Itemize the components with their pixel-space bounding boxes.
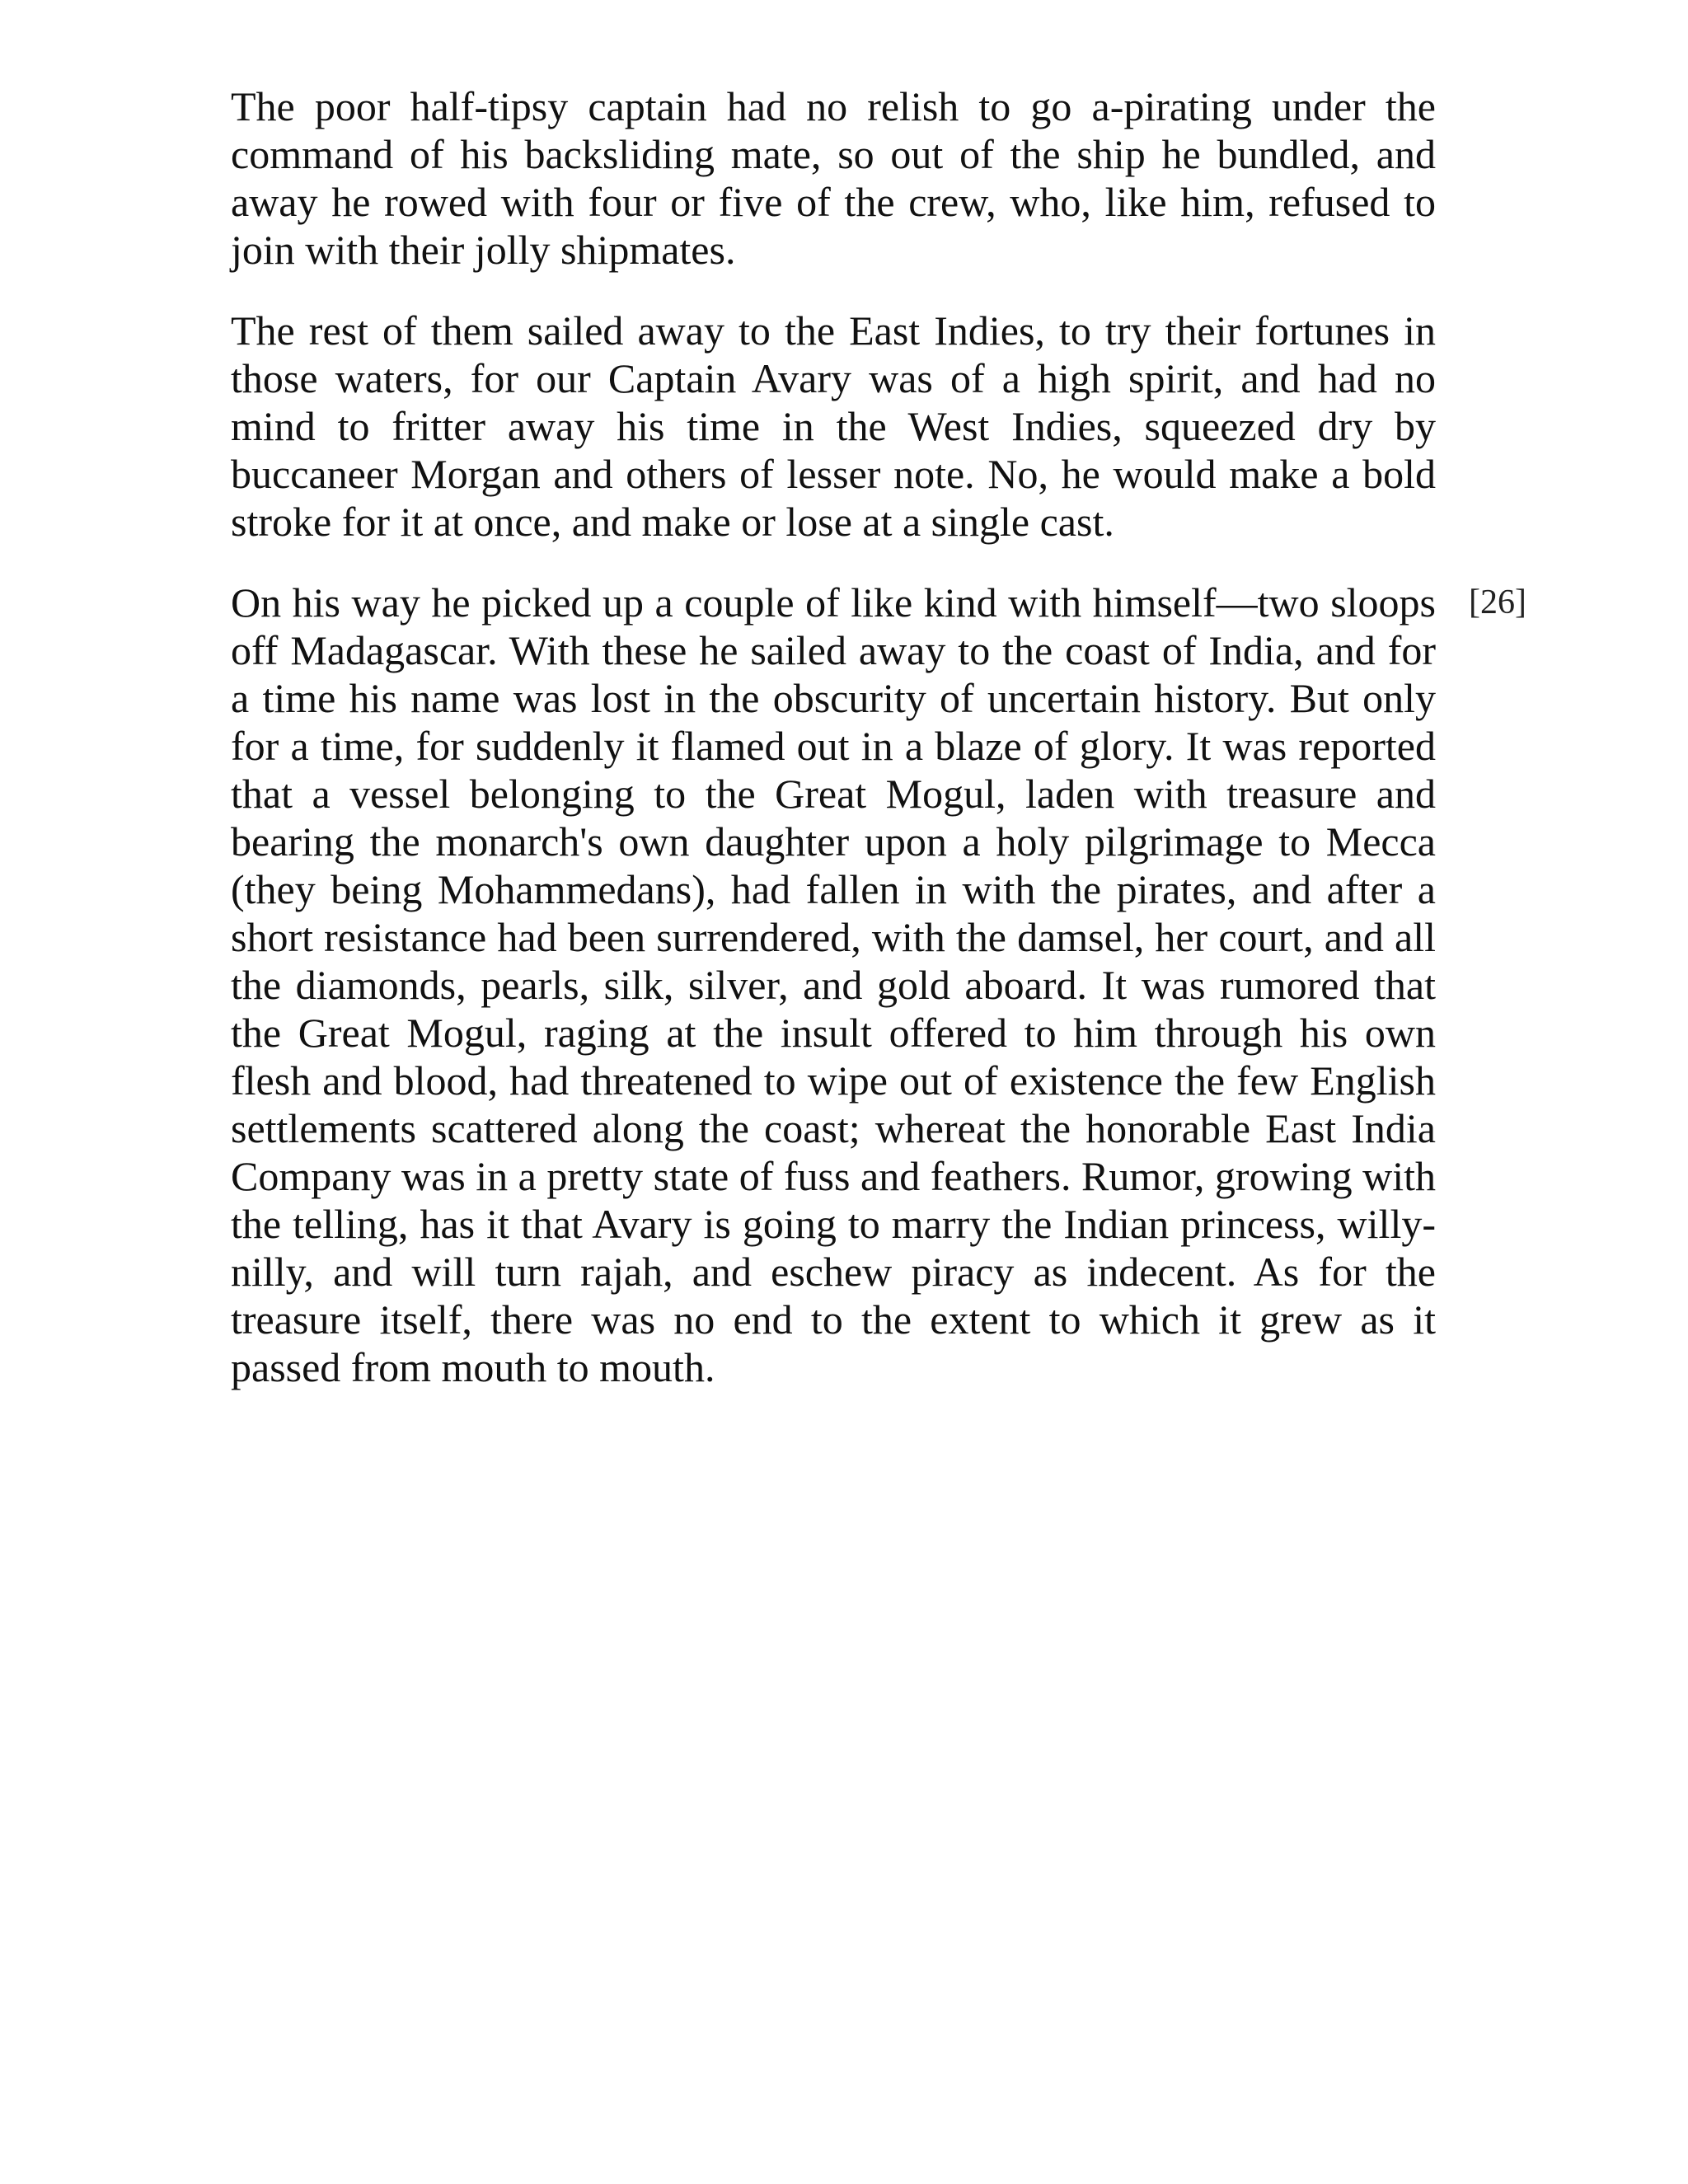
paragraph-2: The rest of them sailed away to the East Indies, to try their fortunes in those waters, for our Captain Avary was of a high spirit, and had no mind to fritter away his time in the West Indies, squeezed dry by buccaneer Morgan and others of lesser note. No, he would make a bold stroke for it at once, and make or lose at a single cast. [231, 307, 1436, 545]
text-column [231, 82, 1526, 1424]
paragraph-3: On his way he picked up a couple of like kind with himself—two sloops off Madagascar. With these he sailed away to the coast of India, and for a time his name was lost in the obscurity of uncertain history. But only for a time, for suddenly it flamed out in a blaze of glory. It was reported that a vessel belonging to the Great Mogul, laden with treasure and bearing the monarch's own daughter upon a holy pilgrimage to Mecca (they being Mohammedans), had fallen in with the pirates, and after a short resistance had been surrendered, with the damsel, her court, and all the diamonds, pearls, silk, silver, and gold aboard. It was rumored that the Great Mogul, raging at the insult offered to him through his own flesh and blood, had threatened to wipe out of existence the few English settlements scattered along the coast; whereat the honorable East India Company was in a pretty state of fuss and feathers. Rumor, growing with the telling, has it that Avary is going to marry the Indian princess, willy-nilly, and will turn rajah, and eschew piracy as indecent. As for the treasure itself, there was no end to the extent to which it grew as it passed from mouth to mouth. [231, 579, 1436, 1390]
paragraph-1: The poor half-tipsy captain had no relish to go a-pirating under the command of his backsliding mate, so out of the ship he bundled, and away he rowed with four or five of the crew, who, like him, refused to join with their jolly shipmates. [231, 83, 1436, 273]
paragraph-3-wrapper [231, 579, 1526, 1391]
page-number-marker: [26] [1469, 583, 1526, 621]
